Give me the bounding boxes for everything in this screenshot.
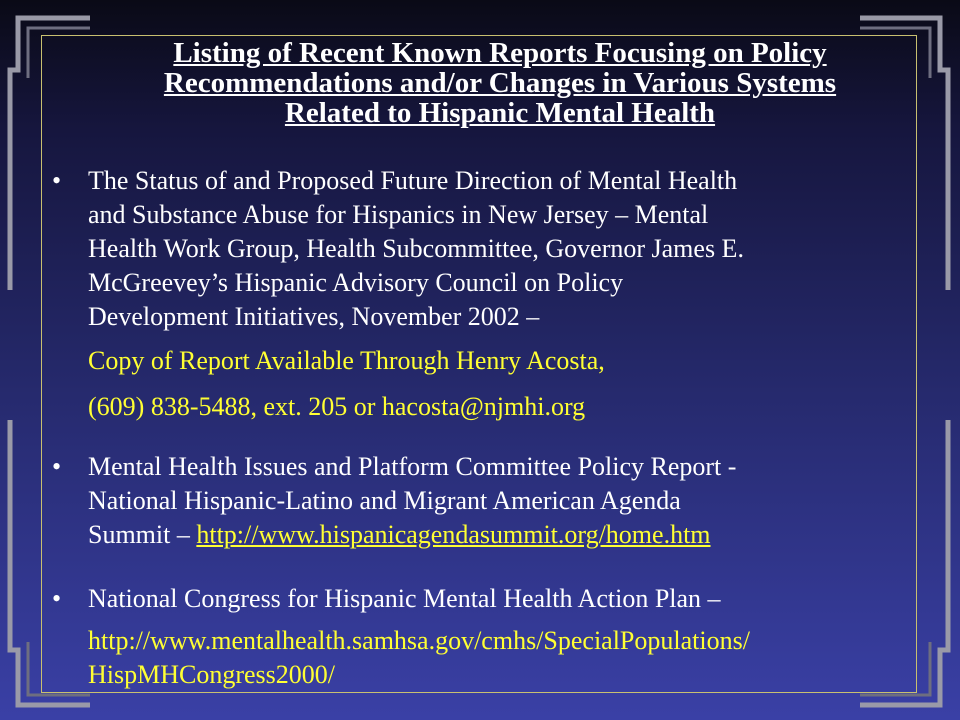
report-availability: Copy of Report Available Through Henry Acosta, [88,346,605,375]
title-line-2: Recommendations and/or Changes in Various Systems [163,67,837,99]
item-1-line-3: Health Work Group, Health Subcommittee, Governor James E. [88,234,744,263]
item-2-prefix: Summit – [88,520,197,549]
samhsa-link-line-1[interactable]: http://www.mentalhealth.samhsa.gov/cmhs/SpecialPopulations/ [88,626,750,655]
samhsa-link[interactable] [88,624,918,692]
bullet-3: • [52,584,62,613]
item-1-line-5: Development Initiatives, November 2002 – [88,302,540,331]
report-item-1 [88,164,918,334]
report-item-3: National Congress for Hispanic Mental Health Action Plan – [88,584,721,613]
item-2-line-2: National Hispanic-Latino and Migrant American Agenda [88,486,681,515]
title-line-1: Listing of Recent Known Reports Focusing on Policy [173,37,827,69]
item-1-line-2: and Substance Abuse for Hispanics in New Jersey – Mental [88,200,709,229]
report-item-2 [88,450,918,552]
agenda-summit-link[interactable]: http://www.hispanicagendasummit.org/home.htm [196,520,711,549]
samhsa-link-line-2[interactable]: HispMHCongress2000/ [88,660,336,689]
title-line-3: Related to Hispanic Mental Health [284,97,716,129]
item-2-line-1: Mental Health Issues and Platform Committee Policy Report - [88,452,737,481]
bullet-1: • [52,166,62,195]
item-1-line-4: McGreevey’s Hispanic Advisory Council on Policy [88,268,624,297]
slide-title [60,38,940,128]
item-1-line-1: The Status of and Proposed Future Direction of Mental Health [88,166,738,195]
bullet-2: • [52,452,62,481]
contact-info[interactable]: (609) 838-5488, ext. 205 or hacosta@njmhi.org [88,392,586,421]
item-2-line-3 [88,518,918,552]
